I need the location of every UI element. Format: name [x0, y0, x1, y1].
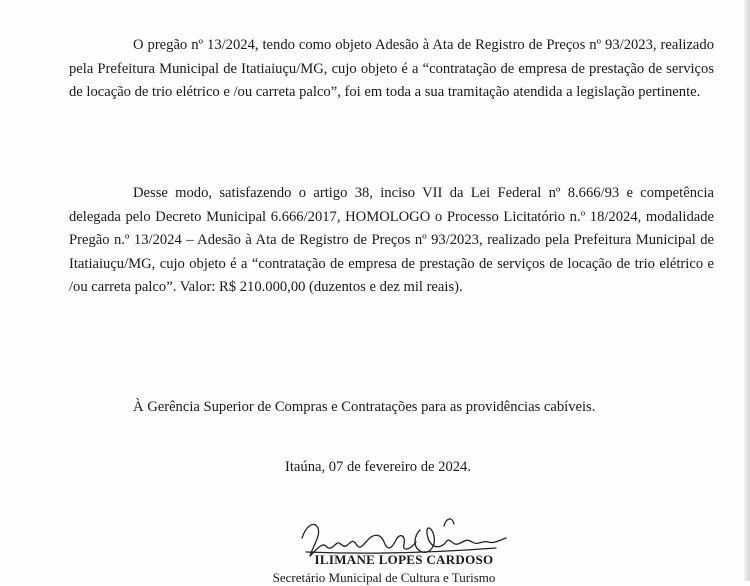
- paragraph-referral: À Gerência Superior de Compras e Contratações para as providências cabíveis.: [133, 399, 596, 415]
- city-date: Itaúna, 07 de fevereiro de 2024.: [285, 459, 471, 475]
- page-edge-shadow: [744, 0, 750, 581]
- paragraph-pregao: O pregão nº 13/2024, tendo como objeto Adesão à Ata de Registro de Preços nº 93/2023, realizado pela Prefeitura Municipal de Itatiaiuçu/MG, cujo objeto é a “contratação de empresa de prestação de serviços de locação de trio elétrico e /ou carreta palco”, foi em toda a sua tramitação atendida a legislação pertinente.: [69, 37, 714, 100]
- paragraph-homologacao: Desse modo, satisfazendo o artigo 38, inciso VII da Lei Federal nº 8.666/93 e competência delegada pelo Decreto Municipal 6.666/2017, HOMOLOGO o Processo Licitatório n.º 18/2024, modalidade Pregão n.º 13/2024 – Adesão à Ata de Registro de Preços nº 93/2023, realizado pela Prefeitura Municipal de Itatiaiuçu/MG, cujo objeto é a “contratação de empresa de prestação de serviços de locação de trio elétrico e /ou carreta palco”. Valor: R$ 210.000,00 (duzentos e dez mil reais).: [69, 185, 714, 295]
- signer-name: ILIMANE LOPES CARDOSO: [314, 552, 494, 567]
- signer-role: Secretário Municipal de Cultura e Turismo: [272, 570, 496, 585]
